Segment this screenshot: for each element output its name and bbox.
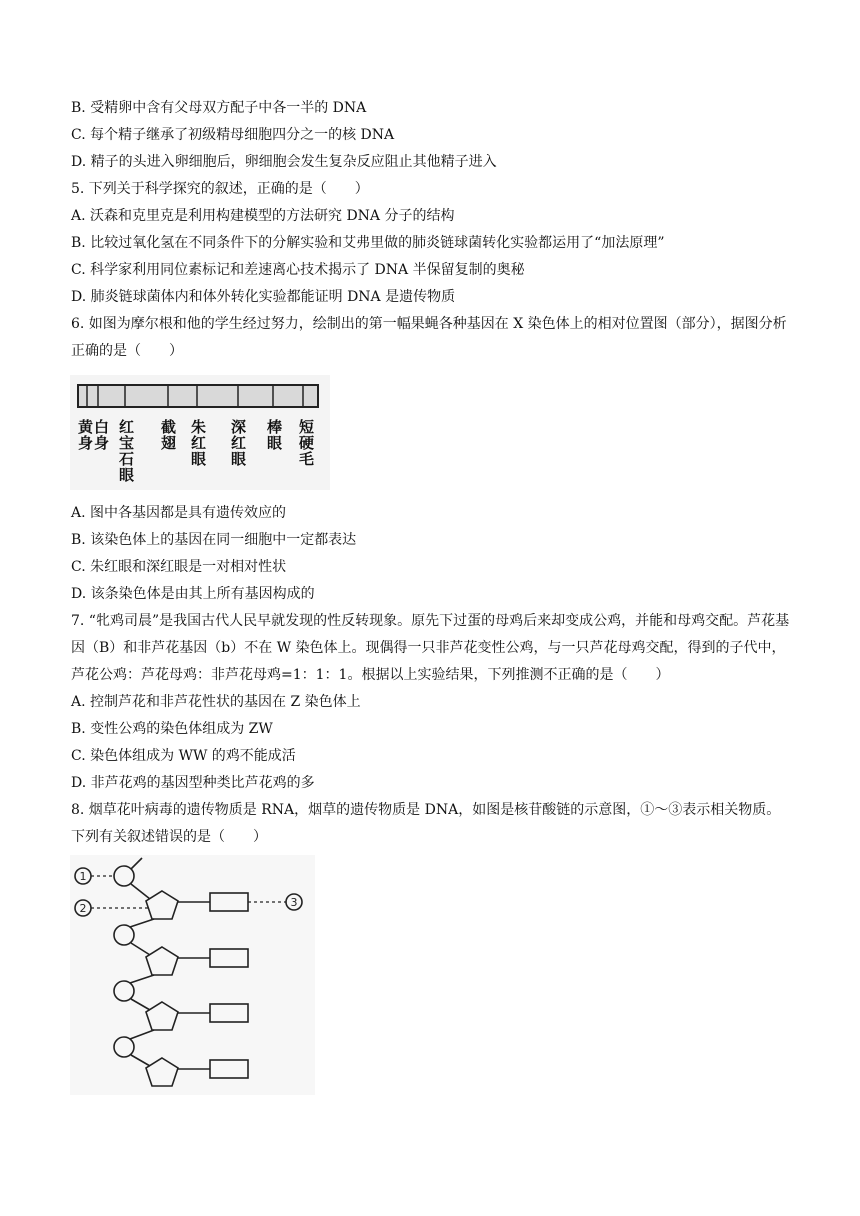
q6-stem: 6. 如图为摩尔根和他的学生经过努力，绘制出的第一幅果蝇各种基因在 X 染色体上的相对位置图（部分），据图分析正确的是（ ） bbox=[71, 316, 787, 359]
q5-option-b: B. 比较过氧化氢在不同条件下的分解实验和艾弗里做的肺炎链球菌转化实验都运用了“加法原理” bbox=[71, 235, 665, 251]
q5-stem: 5. 下列关于科学探究的叙述，正确的是（ ） bbox=[71, 181, 369, 197]
q6-option-b: B. 该染色体上的基因在同一细胞中一定都表达 bbox=[71, 532, 357, 548]
q5-option-c: C. 科学家利用同位素标记和差速离心技术揭示了 DNA 半保留复制的奥秘 bbox=[71, 262, 525, 278]
gene-label-bar-eye: 棒眼 bbox=[265, 419, 283, 451]
label-3: 3 bbox=[290, 896, 298, 909]
gene-label-vermilion-eye: 朱红眼 bbox=[189, 419, 207, 467]
gene-label-cut-wing: 截翅 bbox=[159, 419, 177, 451]
q5-option-d: D. 肺炎链球菌体内和体外转化实验都能证明 DNA 是遗传物质 bbox=[71, 289, 456, 305]
gene-label-short-bristle: 短硬毛 bbox=[297, 419, 315, 467]
q7-option-d: D. 非芦花鸡的基因型种类比芦花鸡的多 bbox=[71, 775, 315, 791]
q8-stem: 8. 烟草花叶病毒的遗传物质是 RNA，烟草的遗传物质是 DNA，如图是核苷酸链的示意图，①～③表示相关物质。下列有关叙述错误的是（ ） bbox=[71, 802, 781, 845]
label-2: 2 bbox=[79, 902, 87, 915]
gene-label-carmine-eye: 深红眼 bbox=[229, 419, 247, 467]
q7-stem: 7. “牝鸡司晨”是我国古代人民早就发现的性反转现象。原先下过蛋的母鸡后来却变成公鸡，并能和母鸡交配。芦花基因（B）和非芦花基因（b）不在 W 染色体上。现偶得一只非芦花变性公鸡，与一只芦花母鸡交配，得到的子代中，芦花公鸡：芦花母鸡：非芦花母鸡=1：1：1。根据以上实验结果，下列推测不正确的是（ ） bbox=[71, 613, 790, 683]
q6-option-c: C. 朱红眼和深红眼是一对相对性状 bbox=[71, 559, 287, 575]
q4-option-b: B. 受精卵中含有父母双方配子中各一半的 DNA bbox=[71, 100, 367, 116]
nucleotide-chain-diagram bbox=[70, 855, 315, 1095]
nucleotide-chain-svg bbox=[70, 855, 315, 1095]
q4-option-c: C. 每个精子继承了初级精母细胞四分之一的核 DNA bbox=[71, 127, 395, 143]
label-1: 1 bbox=[79, 870, 87, 883]
q5-option-a: A. 沃森和克里克是利用构建模型的方法研究 DNA 分子的结构 bbox=[71, 208, 455, 224]
chromosome-gene-map bbox=[70, 375, 330, 490]
q4-option-d: D. 精子的头进入卵细胞后，卵细胞会发生复杂反应阻止其他精子进入 bbox=[71, 154, 497, 170]
gene-label-ruby-eye: 红宝石眼 bbox=[117, 419, 135, 483]
q7-option-b: B. 变性公鸡的染色体组成为 ZW bbox=[71, 721, 273, 737]
q6-option-d: D. 该条染色体是由其上所有基因构成的 bbox=[71, 586, 315, 602]
q7-option-c: C. 染色体组成为 WW 的鸡不能成活 bbox=[71, 748, 296, 764]
q6-option-a: A. 图中各基因都是具有遗传效应的 bbox=[71, 505, 287, 521]
gene-label-white-body: 白身 bbox=[92, 419, 110, 451]
gene-label-yellow-body: 黄身 bbox=[76, 419, 94, 451]
q7-option-a: A. 控制芦花和非芦花性状的基因在 Z 染色体上 bbox=[71, 694, 361, 710]
chromosome-bar bbox=[70, 375, 330, 415]
